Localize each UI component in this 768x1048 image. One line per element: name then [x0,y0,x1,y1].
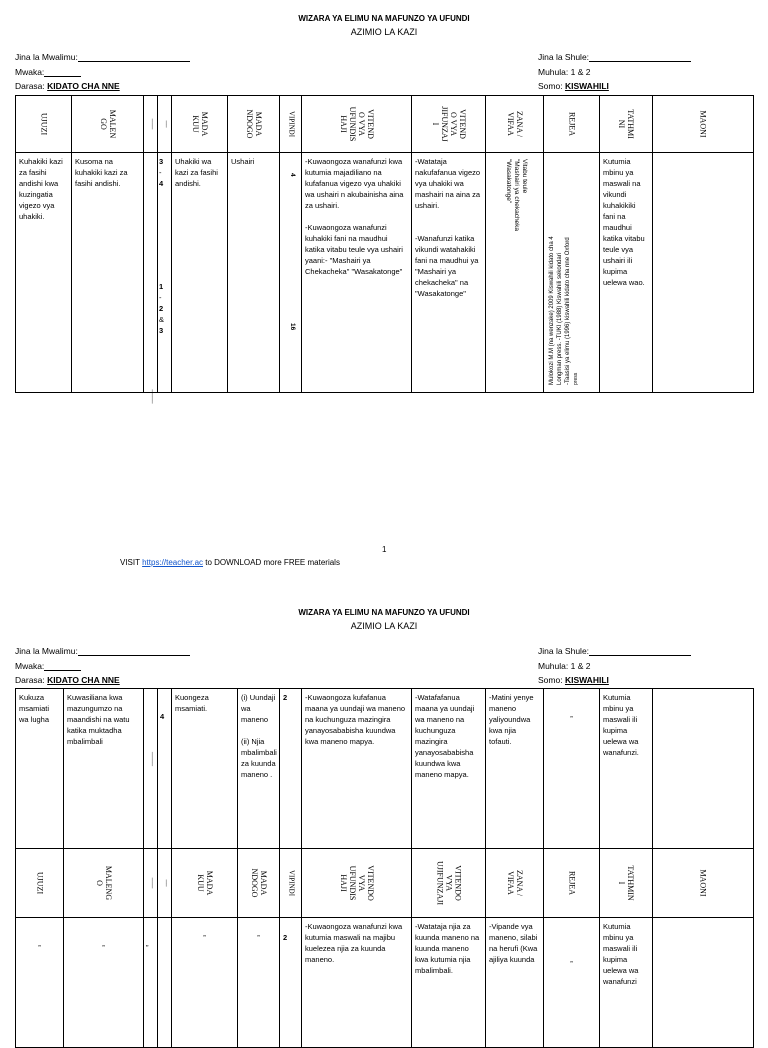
cell-mada-kuu: Kuongeza msamiati. [172,689,238,849]
subject-value: KISWAHILI [564,81,609,91]
header-wiki: ── [162,879,168,887]
class-label: Darasa: [15,81,45,91]
school-name-label: Jina la Shule: [538,646,590,656]
year-label: Mwaka: [15,661,45,671]
cell-malengo: Kusoma na kuhakiki kazi za fasihi andishi. [72,153,144,393]
teacher-name-label: Jina la Mwalimu: [15,52,78,62]
header-mada-kuu: MADA KUU [195,870,214,896]
cell-vitendo-ujifunzaji: -Watataja njia za kuunda maneno na kuunda maneno kwa kutumia njia mbalimbali. [412,918,486,1048]
footer-note [120,558,340,567]
page1-school-name-field [538,52,691,62]
header-tathmini: TATHMI NI [617,109,635,139]
page1-scheme-table [15,95,754,404]
cell-zana: -Vipande vya maneno, silabi na herufi (Kwa ajiliya kuunda [486,918,544,1048]
page1-class-field [15,81,120,91]
cell-rejea: ” [544,689,600,849]
header-vitendo-ufundishaji: VITEND O VYA UFUNDIS HAJI [338,106,375,142]
footer-link[interactable]: https://teacher.ac [142,558,204,567]
page2-scheme-table [15,688,754,1048]
cell-tathmini: Kutumia mbinu ya maswali na vikundi kuhakikiki fani na maudhui katika vitabu teule vya ushairi ili kupima uelewa wao. [600,153,653,393]
cell-vipindi: 2 [280,918,302,1048]
page1-ministry-title: WIZARA YA ELIMU NA MAFUNZO YA UFUNDI [298,14,470,23]
cell-mada-ndogo: Ushairi [228,153,280,393]
cell-vitendo-ujifunzaji: -Watataja nakufafanua vigezo vya uhakiki wa mashairi na aina za ushairi. -Wanafunzi katika vikundi watahakiki fani na maudhui ya "Mashairi ya chekacheka" na "Wasakatonge" [412,153,486,393]
cell-mada-ndogo: ” [238,918,280,1048]
cell-vitendo-ufundishaji: -Kuwaongoza wanafunzi kwa kutumia majadiliano na kufafanua vigezo vya uhakiki wa ushairi n akubainisha aina za ushairi. -Kuwaongoza wanafunzi kuhakiki fani na maudhui katika vitabu teule vya ushairi yaani:- "Mashairi ya Chekacheka" "Wasakatonge" [302,153,412,393]
header-ujuzi: UJUZI [39,112,48,136]
cell-rejea: ” [544,918,600,1048]
cell-wiki: 3 - 4 1 - 2 & 3 [158,153,172,393]
header-zana-vifaa: ZANA / VIFAA [505,870,524,896]
cell-vipindi: 2 [280,689,302,849]
header-vitendo-ujifunzaji: VITENDO VYA UJIFUNZAJI [435,861,462,905]
cell-mwezi: ──── [144,689,158,849]
cell-maoni [653,689,754,849]
page2-class-field [15,675,120,685]
cell-ujuzi: Kuhakiki kazi za fasihi andishi kwa kuzingatia vigezo vya uhakiki. [16,153,72,393]
subject-label: Somo: [538,81,563,91]
cell-rejea: Mulokozi M.M (na wenzake) 2009 Kiswahili kidato cha 4 Longman press. -TUKI (1988) Kiswahili sekondari -Taasisi ya elimu (1996) kiswahili kidato cha nne Oxford press [544,153,600,393]
page1-doc-subtitle: AZIMIO LA KAZI [350,27,418,37]
header-mada-kuu: MADA KUU [190,111,209,137]
page2-table-row-2 [16,918,754,1048]
page2-term: Muhula: 1 & 2 [538,661,591,671]
teacher-name-label: Jina la Mwalimu: [15,646,78,656]
page2-header-row [16,849,754,918]
cell-mada-ndogo: (i) Uundaji wa maneno (ii) Njia mbalimbali za kuunda maneno . [238,689,280,849]
header-vitendo-ufundishaji: VITENDO VYA UFUNDIS HAJI [338,865,375,901]
page2-ministry-title: WIZARA YA ELIMU NA MAFUNZO YA UFUNDI [298,608,470,617]
cell-mada-kuu: Uhakiki wa kazi za fasihi andishi. [172,153,228,393]
class-value: KIDATO CHA NNE [47,81,120,91]
header-vipindi: VIPINDI [287,869,295,897]
footer-pre: VISIT [120,558,143,567]
cell-vitendo-ufundishaji: -Kuwaongoza kufafanua maana ya uundaji wa maneno na kuchunguza mazingira yanayosababisha kuundwa kwa maneno mapya. [302,689,412,849]
header-maoni: MAONI [698,869,708,897]
cell-malengo: ” [64,918,144,1048]
page2-doc-subtitle: AZIMIO LA KAZI [350,621,418,631]
school-name-label: Jina la Shule: [538,52,590,62]
cell-maoni [653,918,754,1048]
header-maoni: MAONI [698,110,708,138]
page2-subject-field [538,675,609,685]
cell-wiki [158,918,172,1048]
cell-wiki: 4 [158,689,172,849]
header-mada-ndogo: MADA NDOGO [244,109,263,139]
page-number: 1 [382,545,387,554]
cell-mada-kuu: ” [172,918,238,1048]
cell-vitendo-ufundishaji: -Kuwaongoza wanafunzi kwa kutumia maswali na majibu kuelezea njia za kuunda maneno. [302,918,412,1048]
header-malengo: MALEN GO [98,109,117,139]
page2-school-name-field [538,646,691,656]
cell-tathmini: Kutumia mbinu ya maswali ili kupima uelewa wa wanafunzi [600,918,653,1048]
header-malengo: MALENG O [94,865,113,901]
page1-term: Muhula: 1 & 2 [538,67,591,77]
page2-table-row-1 [16,689,754,849]
subject-label: Somo: [538,675,563,685]
cell-zana: Vitabu teule "Mashairi ya chekacheka "Wasakatonge" [486,153,544,393]
cell-malengo: Kuwasiliana kwa mazungumzo na maandishi na watu katika muktadha mbalimbali [64,689,144,849]
class-value: KIDATO CHA NNE [47,675,120,685]
page1-subject-field [538,81,609,91]
class-label: Darasa: [15,675,45,685]
page1-teacher-name-field [15,52,190,62]
header-mada-ndogo: MADA NDOGO [249,868,268,898]
subject-value: KISWAHILI [564,675,609,685]
cell-zana: -Matini yenye maneno yaliyoundwa kwa njia tofauti. [486,689,544,849]
footer-post: to DOWNLOAD more FREE materials [203,558,340,567]
cell-mwezi: ” [144,918,158,1048]
cell-mwezi: ──── [144,153,158,393]
cell-ujuzi: Kukuza msamiati wa lugha [16,689,64,849]
header-mwezi: ─── [148,118,154,130]
page1-table-row [16,153,754,393]
page1-header-row [16,96,754,153]
page2-year-field [15,661,81,671]
header-tathmini: TATHMIN I [617,865,635,901]
header-wiki: ── [162,120,168,128]
header-ujuzi: UJUZI [35,871,44,895]
year-label: Mwaka: [15,67,45,77]
header-rejea: REJEA [567,112,576,136]
cell-vipindi: 4 16 [280,153,302,393]
page1-year-field [15,67,81,77]
cell-tathmini: Kutumia mbinu ya maswali ili kupima uelewa wa wanafunzi. [600,689,653,849]
cell-vitendo-ujifunzaji: -Watafafanua maana ya uundaji wa maneno na kuchunguza mazingira yanayosababisha kuundwa kwa maneno mapya. [412,689,486,849]
cell-ujuzi: ” [16,918,64,1048]
header-rejea: REJEA [567,871,576,895]
header-mwezi: ─── [148,877,154,889]
header-zana-vifaa: ZANA / VIFAA [505,111,524,137]
header-vitendo-ujifunzaji: VITEND O VYA JIFUNZAJ I [430,106,467,142]
page2-teacher-name-field [15,646,190,656]
header-vipindi: VIPINDI [287,110,295,138]
cell-maoni [653,153,754,393]
